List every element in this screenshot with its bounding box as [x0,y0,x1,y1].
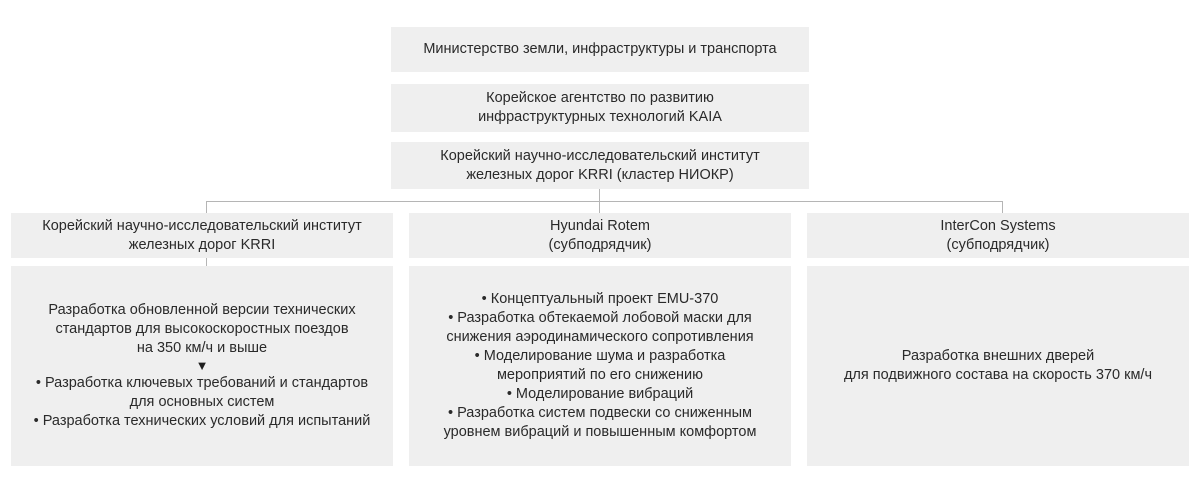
ministry-label: Министерство земли, инфраструктуры и транспорта [423,41,777,57]
detail-box-intercon [807,266,1189,466]
detail-rotem-line-5: мероприятий по его снижению [496,367,704,383]
detail-rotem-line-4: • Моделирование шума и разработка [474,348,726,364]
column-header-intercon [807,213,1189,258]
detail-krri-line-1: Разработка обновленной версии технических [48,302,356,318]
connector-drop-left [206,201,207,213]
institute-box [391,142,809,189]
connector-vertical-top [599,188,600,202]
detail-rotem-line-3: снижения аэродинамического сопротивления [446,329,754,345]
detail-rotem-line-8: уровнем вибраций и повышенным комфортом [443,424,757,440]
agency-box [391,84,809,132]
column-header-hyundai-rotem [409,213,791,258]
detail-krri-line-6: • Разработка технических условий для испытаний [33,413,371,429]
detail-krri-line-2: стандартов для высокоскоростных поездов [55,321,349,337]
detail-rotem-line-2: • Разработка обтекаемой лобовой маски для [448,310,752,326]
detail-rotem-line-1: • Концептуальный проект EMU-370 [481,291,719,307]
institute-label-line-2: железных дорог KRRI (кластер НИОКР) [466,166,734,183]
column-header-krri-line-1: Корейский научно-исследовательский институт [42,217,362,234]
column-header-krri [11,213,393,258]
agency-label-line-2: инфраструктурных технологий KAIA [478,109,722,125]
connector-drop-middle [599,201,600,213]
institute-label-line-1: Корейский научно-исследовательский институт [440,147,760,164]
agency-label-line-1: Корейское агентство по развитию [486,90,714,106]
column-header-intercon-line-2: (субподрядчик) [946,236,1050,253]
column-header-hyundai-rotem-line-2: (субподрядчик) [548,236,652,253]
detail-rotem-line-6: • Моделирование вибраций [506,386,694,402]
detail-krri-line-3: на 350 км/ч и выше [136,340,268,356]
detail-intercon-line-2: для подвижного состава на скорость 370 км/ч [843,367,1153,383]
connector-header-detail-left [206,258,207,266]
detail-krri-line-4: • Разработка ключевых требований и стандартов [35,375,369,391]
connector-drop-right [1002,201,1003,213]
detail-intercon-line-1: Разработка внешних дверей [901,348,1095,364]
column-header-krri-line-2: железных дорог KRRI [128,236,276,253]
detail-krri-line-5: для основных систем [129,394,275,410]
connector-horizontal [206,201,1003,202]
down-arrow-icon: ▼ [195,358,209,373]
detail-rotem-line-7: • Разработка систем подвески со сниженным [448,405,752,421]
column-header-intercon-line-1: InterCon Systems [940,217,1056,234]
detail-box-krri [11,266,393,466]
detail-box-hyundai-rotem [409,266,791,466]
ministry-box [391,27,809,72]
column-header-hyundai-rotem-line-1: Hyundai Rotem [550,217,650,234]
